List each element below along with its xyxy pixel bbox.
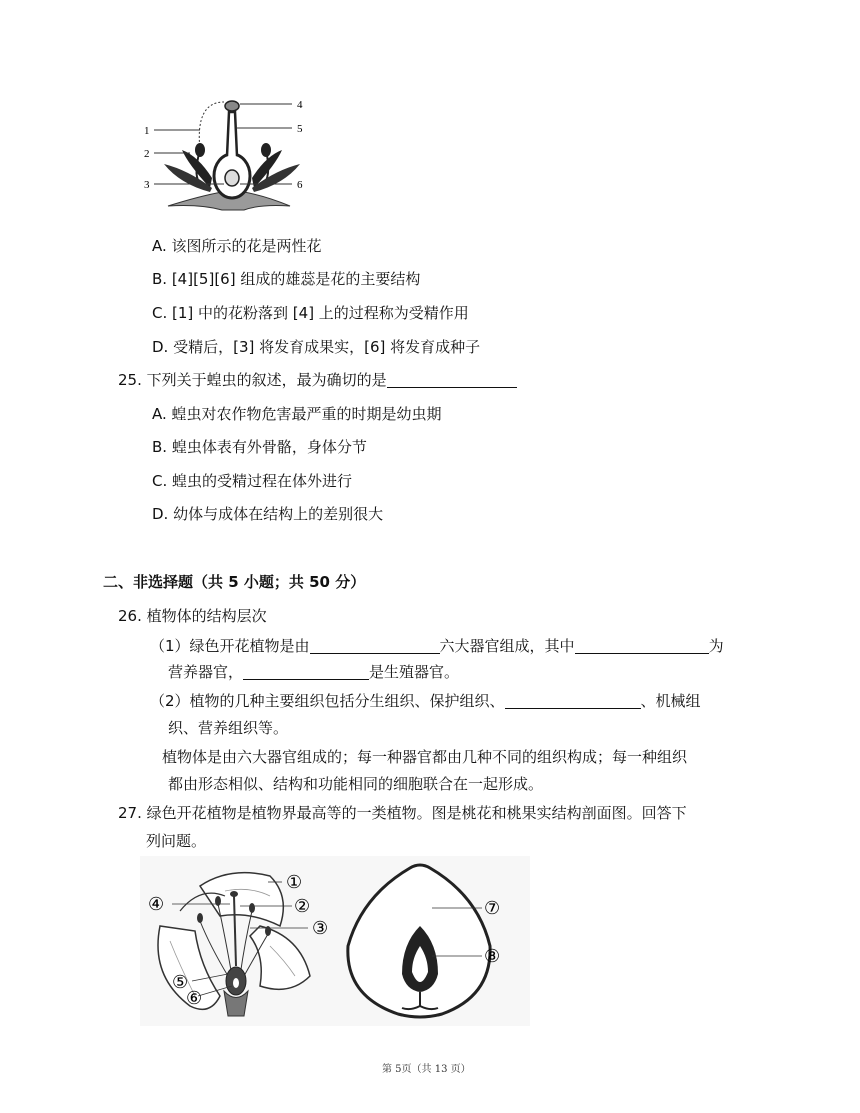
q26-part1-line2 <box>168 661 459 682</box>
fig2-label-1: ① <box>286 872 303 892</box>
q24-option-c[interactable]: C. [1] 中的花粉落到 [4] 上的过程称为受精作用 <box>152 304 469 322</box>
fig2-label-2: ② <box>294 896 311 916</box>
fig2-label-7: ⑦ <box>484 898 501 918</box>
q24-option-d[interactable]: D. 受精后，[3] 将发育成果实，[6] 将发育成种子 <box>152 338 481 356</box>
q26-blank-4[interactable] <box>505 692 641 709</box>
fig1-label-2: 2 <box>144 148 150 160</box>
q24-option-a[interactable]: A. 该图所示的花是两性花 <box>152 237 322 255</box>
fig2-label-5: ⑤ <box>172 972 189 992</box>
fig1-label-1: 1 <box>144 125 150 137</box>
q25-stem <box>118 369 517 390</box>
fig2-label-8: ⑧ <box>484 946 501 966</box>
q26-note-line1: 植物体是由六大器官组成的；每一种器官都由几种不同的组织构成；每一种组织 <box>162 748 688 766</box>
q26-title: 26. 植物体的结构层次 <box>118 607 267 625</box>
peach-flower-fruit-figure <box>140 856 530 1026</box>
fig2-label-3: ③ <box>312 918 329 938</box>
fig1-label-5: 5 <box>297 123 303 135</box>
q26-p2-text-a: （2）植物的几种主要组织包括分生组织、保护组织、 <box>150 692 505 710</box>
q26-blank-3[interactable] <box>243 663 369 680</box>
q26-p1-text-d: 营养器官， <box>168 663 244 681</box>
q25-answer-blank[interactable] <box>387 371 517 388</box>
q25-option-b[interactable]: B. 蝗虫体表有外骨骼，身体分节 <box>152 438 367 456</box>
flower-structure-figure <box>140 92 320 222</box>
q26-p1-text-a: （1）绿色开花植物是由 <box>150 637 310 655</box>
q25-option-a[interactable]: A. 蝗虫对农作物危害最严重的时期是幼虫期 <box>152 405 442 423</box>
q27-line1: 27. 绿色开花植物是植物界最高等的一类植物。图是桃花和桃果实结构剖面图。回答下 <box>118 804 687 822</box>
fig2-label-4: ④ <box>148 894 165 914</box>
q26-part2-line2: 织、营养组织等。 <box>168 719 289 737</box>
q26-p2-text-b: 、机械组 <box>640 692 701 710</box>
q26-p1-text-e: 是生殖器官。 <box>369 663 460 681</box>
q26-part2-line1 <box>150 690 701 711</box>
q25-stem-text: 25. 下列关于蝗虫的叙述，最为确切的是 <box>118 371 387 389</box>
q26-blank-1[interactable] <box>310 637 440 654</box>
q26-blank-2[interactable] <box>575 637 709 654</box>
q26-p1-text-c: 为 <box>708 637 724 655</box>
q24-option-b[interactable]: B. [4][5][6] 组成的雄蕊是花的主要结构 <box>152 270 421 288</box>
fig1-label-4: 4 <box>297 99 303 111</box>
q25-option-d[interactable]: D. 幼体与成体在结构上的差别很大 <box>152 505 384 523</box>
section-heading: 二、非选择题（共 5 小题；共 50 分） <box>103 573 366 591</box>
q26-p1-text-b: 六大器官组成，其中 <box>439 637 575 655</box>
page-footer: 第 5页（共 13 页） <box>382 1064 471 1075</box>
q25-option-c[interactable]: C. 蝗虫的受精过程在体外进行 <box>152 472 353 490</box>
q27-line2: 列问题。 <box>146 832 207 850</box>
fig1-label-3: 3 <box>144 179 150 191</box>
q26-part1-line1 <box>150 635 724 656</box>
q26-note-line2: 都由形态相似、结构和功能相同的细胞联合在一起形成。 <box>168 775 544 793</box>
fig1-label-6: 6 <box>297 179 303 191</box>
fig2-label-6: ⑥ <box>186 988 203 1008</box>
